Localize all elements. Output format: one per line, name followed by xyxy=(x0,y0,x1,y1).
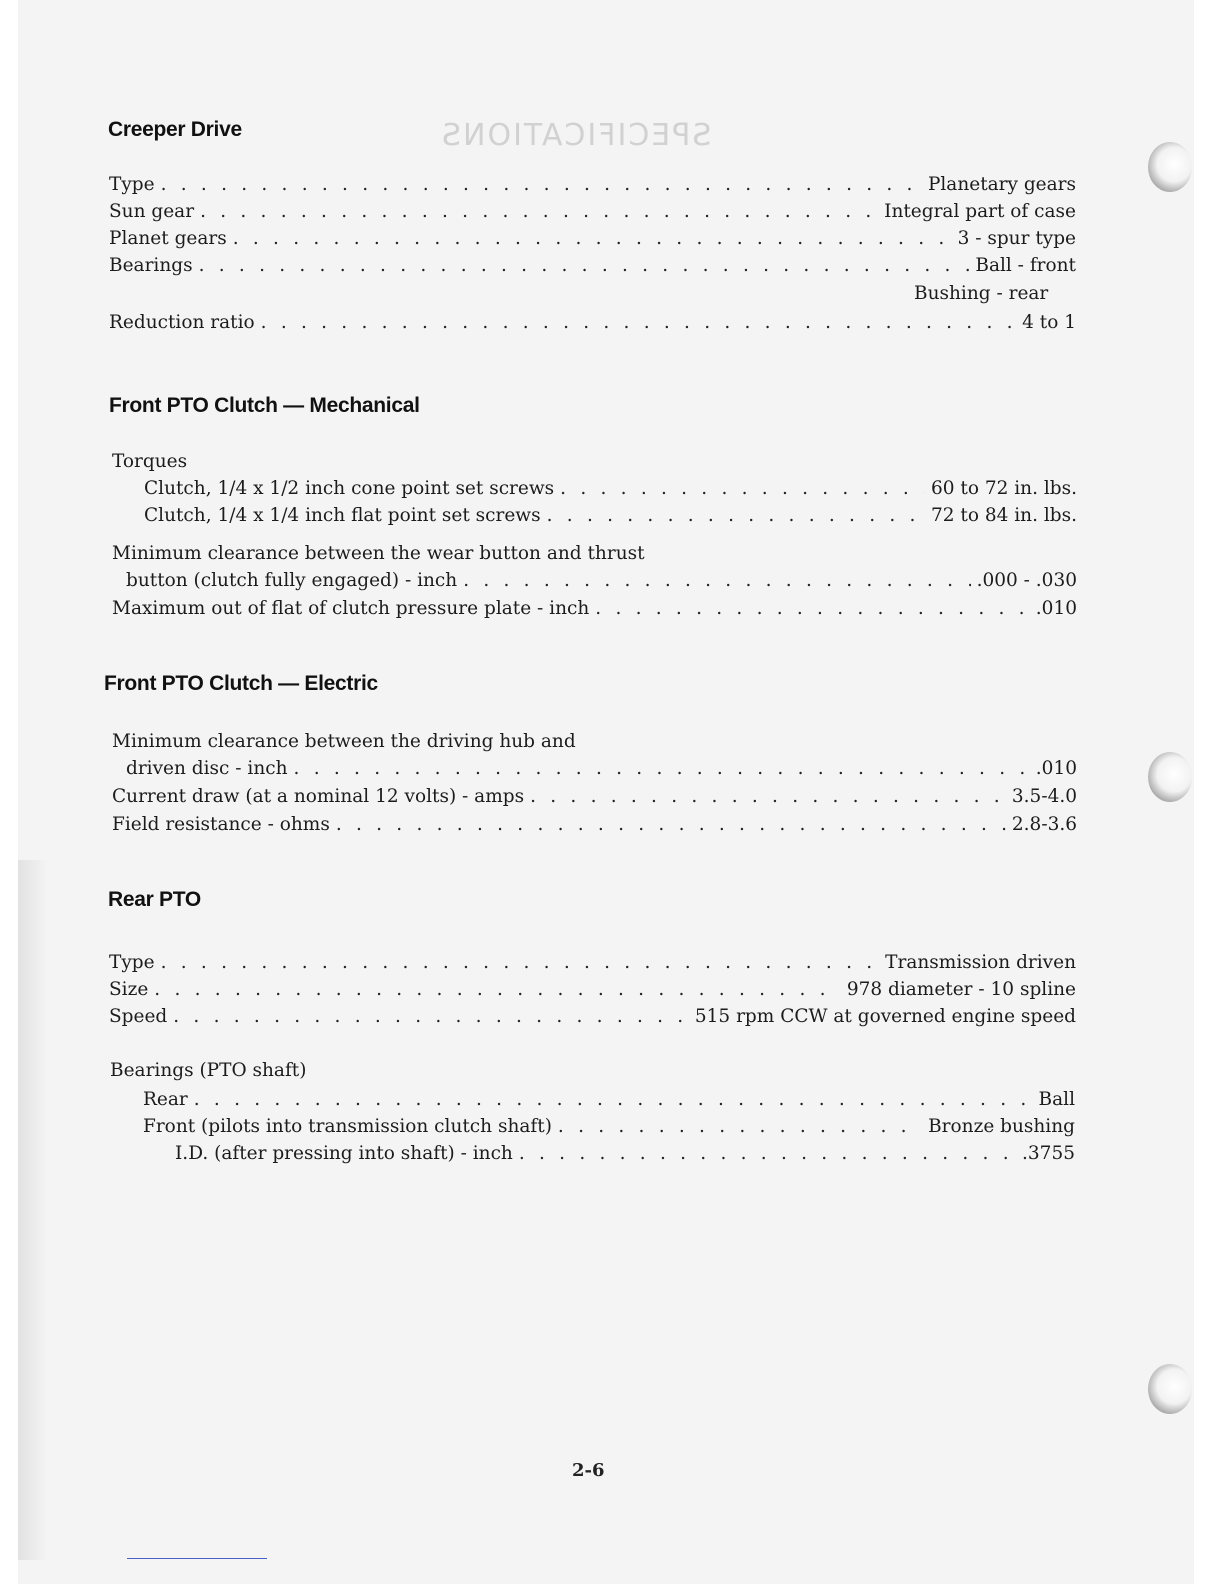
bearings-pto-shaft-label: Bearings (PTO shaft) xyxy=(110,1060,307,1081)
creeper-drive-heading: Creeper Drive xyxy=(108,118,242,141)
spec-value: 2.8-3.6 xyxy=(1011,814,1077,835)
leader-dots xyxy=(463,568,970,594)
torque-cone-point-row xyxy=(144,476,1077,502)
spec-label: button (clutch fully engaged) - inch xyxy=(126,570,458,591)
leader-dots xyxy=(261,310,1016,336)
creeper-sun-gear-row xyxy=(109,199,1076,225)
spec-value: 515 rpm CCW at governed engine speed xyxy=(694,1006,1076,1027)
spec-label: Speed xyxy=(109,1006,168,1027)
spec-value: .010 xyxy=(1035,598,1077,619)
leader-dots xyxy=(294,756,1030,782)
creeper-planet-gears-row xyxy=(109,226,1076,252)
spec-value: Transmission driven xyxy=(885,952,1076,973)
torques-label: Torques xyxy=(112,451,188,472)
leader-dots xyxy=(154,977,841,1003)
spec-label: Type xyxy=(109,952,155,973)
leader-dots xyxy=(530,784,1006,810)
leader-dots xyxy=(161,950,880,976)
punch-hole-top xyxy=(1148,142,1192,192)
leader-dots xyxy=(558,1114,922,1140)
spec-value: Bronze bushing xyxy=(928,1116,1075,1137)
spec-label: Front (pilots into transmission clutch shaft) xyxy=(143,1116,552,1137)
punch-hole-bottom xyxy=(1148,1364,1192,1414)
leader-dots xyxy=(519,1141,1016,1167)
spec-value: Ball - front xyxy=(975,255,1076,276)
leader-dots xyxy=(199,253,970,279)
spec-label: Current draw (at a nominal 12 volts) - amps xyxy=(112,786,525,807)
spec-value: Ball xyxy=(1038,1089,1075,1110)
footer-line xyxy=(127,1558,267,1559)
front-pto-electric-heading: Front PTO Clutch — Electric xyxy=(104,672,378,695)
page-number: 2-6 xyxy=(572,1460,605,1481)
creeper-bearings-rear: Bushing - rear xyxy=(914,283,1049,304)
spec-label: driven disc - inch xyxy=(126,758,288,779)
spec-value: .010 xyxy=(1035,758,1077,779)
page-edge xyxy=(1194,0,1224,1584)
leader-dots xyxy=(233,226,952,252)
spec-value: .000 - .030 xyxy=(976,570,1077,591)
spec-label: I.D. (after pressing into shaft) - inch xyxy=(175,1143,513,1164)
spec-value: Planetary gears xyxy=(927,174,1076,195)
spec-label: Size xyxy=(109,979,149,1000)
rear-type-row xyxy=(109,950,1076,976)
spec-value: Integral part of case xyxy=(884,201,1076,222)
creeper-reduction-row xyxy=(109,310,1076,336)
spec-label: Maximum out of flat of clutch pressure plate - inch xyxy=(112,598,590,619)
spec-label: Bearings xyxy=(109,255,193,276)
spec-label: Type xyxy=(109,174,155,195)
spec-value: 72 to 84 in. lbs. xyxy=(930,505,1077,526)
spec-value: 60 to 72 in. lbs. xyxy=(930,478,1077,499)
rear-speed-row xyxy=(109,1004,1076,1030)
leader-dots xyxy=(595,596,1030,622)
mech-clearance-row xyxy=(126,568,1077,594)
spec-label: Sun gear xyxy=(109,201,195,222)
front-pto-mechanical-heading: Front PTO Clutch — Mechanical xyxy=(109,394,420,417)
bleed-through-text: SPECIFICATIONS xyxy=(440,118,712,153)
leader-dots xyxy=(161,172,922,198)
leader-dots xyxy=(173,1004,689,1030)
spec-value: 3.5-4.0 xyxy=(1011,786,1077,807)
creeper-type-row xyxy=(109,172,1076,198)
leader-dots xyxy=(560,476,925,502)
bearing-front-row xyxy=(143,1114,1075,1140)
leader-dots xyxy=(336,812,1006,838)
leader-dots xyxy=(200,199,878,225)
rear-size-row xyxy=(109,977,1076,1003)
bearing-id-row xyxy=(175,1141,1075,1167)
spec-label: Planet gears xyxy=(109,228,227,249)
spec-label: Reduction ratio xyxy=(109,312,255,333)
leader-dots xyxy=(194,1087,1033,1113)
spec-label: Clutch, 1/4 x 1/2 inch cone point set screws xyxy=(144,478,555,499)
mech-clearance-line1: Minimum clearance between the wear button and thrust xyxy=(112,543,645,564)
spec-label: Rear xyxy=(143,1089,188,1110)
spec-label: Field resistance - ohms xyxy=(112,814,330,835)
elec-clearance-row xyxy=(126,756,1077,782)
elec-current-row xyxy=(112,784,1077,810)
spec-value: .3755 xyxy=(1022,1143,1075,1164)
punch-hole-middle xyxy=(1148,752,1192,802)
elec-resistance-row xyxy=(112,812,1077,838)
spec-label: Clutch, 1/4 x 1/4 inch flat point set screws xyxy=(144,505,541,526)
leader-dots xyxy=(547,503,925,529)
spec-value: 4 to 1 xyxy=(1022,312,1076,333)
creeper-bearings-row xyxy=(109,253,1076,279)
spec-value: 3 - spur type xyxy=(957,228,1076,249)
bearing-rear-row xyxy=(143,1087,1075,1113)
page-shadow xyxy=(18,860,48,1560)
torque-flat-point-row xyxy=(144,503,1077,529)
spec-value: 978 diameter - 10 spline xyxy=(846,979,1076,1000)
rear-pto-heading: Rear PTO xyxy=(108,888,201,911)
mech-flatness-row xyxy=(112,596,1077,622)
elec-clearance-line1: Minimum clearance between the driving hub and xyxy=(112,731,576,752)
